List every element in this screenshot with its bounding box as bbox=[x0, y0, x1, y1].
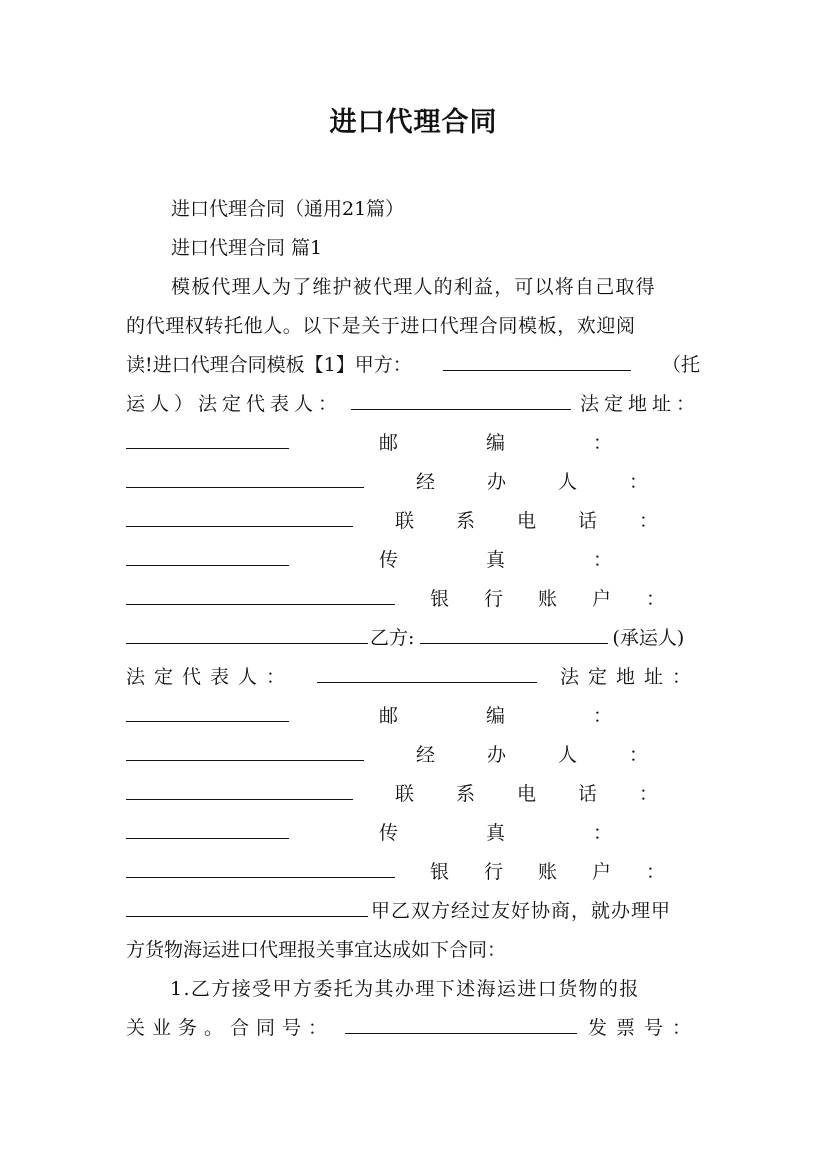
text-line bbox=[126, 970, 700, 1009]
paragraph-text: 的代理权转托他人。以下是关于进口代理合同模板，欢迎阅 bbox=[126, 315, 636, 337]
text-line bbox=[126, 307, 700, 346]
legal-address-label: 法定地址： bbox=[579, 393, 700, 415]
text-line bbox=[126, 853, 700, 892]
text-line bbox=[126, 463, 700, 502]
phone-blank-b bbox=[126, 816, 289, 839]
text-line bbox=[126, 229, 700, 268]
address-blank-b bbox=[126, 699, 289, 722]
text-line bbox=[126, 619, 700, 658]
bank-account-blank bbox=[126, 621, 368, 644]
postcode-blank-b bbox=[126, 738, 364, 761]
document-body bbox=[126, 190, 700, 1048]
text-line bbox=[126, 736, 700, 775]
document-title: 进口代理合同 bbox=[329, 107, 498, 138]
postcode-blank bbox=[126, 465, 364, 488]
party-b-blank bbox=[420, 621, 608, 644]
party-b-label: 乙方: bbox=[370, 627, 415, 649]
invoice-no-label: 发票号： bbox=[587, 1017, 700, 1039]
legal-address-label-b: 法定地址： bbox=[559, 666, 700, 688]
carrier-note: (承运人) bbox=[612, 627, 685, 649]
subtitle-line: 进口代理合同（通用21篇） bbox=[171, 198, 405, 220]
bank-account-label: 银行账户： bbox=[429, 588, 700, 610]
fax-blank-b bbox=[126, 855, 395, 878]
paragraph-text: 甲乙双方经过友好协商，就办理甲 bbox=[371, 900, 672, 922]
section-heading: 进口代理合同 篇1 bbox=[171, 237, 323, 259]
text-line bbox=[126, 424, 700, 463]
party-a-blank bbox=[443, 348, 631, 371]
text-line bbox=[126, 268, 700, 307]
text-line bbox=[126, 892, 700, 931]
text-line bbox=[126, 1009, 700, 1048]
address-blank bbox=[126, 426, 289, 449]
legal-rep-blank-b bbox=[317, 660, 537, 683]
legal-rep-label-b: 法定代表人： bbox=[126, 666, 295, 688]
phone-label-b: 联系电话： bbox=[394, 783, 700, 805]
party-a-label: 读!进口代理合同模板【1】甲方： bbox=[126, 354, 412, 376]
text-line bbox=[126, 658, 700, 697]
fax-label-b: 传真： bbox=[378, 822, 700, 844]
text-line bbox=[126, 502, 700, 541]
text-line bbox=[126, 541, 700, 580]
text-line bbox=[126, 346, 700, 385]
text-line bbox=[126, 580, 700, 619]
postcode-label: 邮编： bbox=[378, 432, 700, 454]
phone-blank bbox=[126, 543, 289, 566]
shipper-note: （托 bbox=[661, 354, 700, 376]
paragraph-text: 模板代理人为了维护被代理人的利益，可以将自己取得 bbox=[171, 276, 656, 298]
handler-blank bbox=[126, 504, 353, 527]
text-line bbox=[126, 190, 700, 229]
text-line bbox=[126, 385, 700, 424]
postcode-label-b: 邮编： bbox=[378, 705, 700, 727]
contract-no-blank bbox=[345, 1011, 577, 1034]
contract-no-label: 关业务。合同号： bbox=[126, 1017, 335, 1039]
legal-rep-blank bbox=[351, 387, 571, 410]
handler-blank-b bbox=[126, 777, 353, 800]
bank-account-label-b: 银行账户： bbox=[429, 861, 700, 883]
text-line bbox=[126, 697, 700, 736]
text-line bbox=[126, 931, 700, 970]
legal-rep-label: 运人）法定代表人： bbox=[126, 393, 343, 415]
fax-blank bbox=[126, 582, 395, 605]
phone-label: 联系电话： bbox=[394, 510, 700, 532]
text-line bbox=[126, 814, 700, 853]
text-line bbox=[126, 775, 700, 814]
fax-label: 传真： bbox=[378, 549, 700, 571]
handler-label-b: 经办人： bbox=[415, 744, 700, 766]
paragraph-text: 方货物海运进口代理报关事宜达成如下合同： bbox=[126, 939, 507, 961]
handler-label: 经办人： bbox=[415, 471, 700, 493]
clause-text: 1.乙方接受甲方委托为其办理下述海运进口货物的报 bbox=[170, 978, 640, 1000]
bank-account-blank-b bbox=[126, 894, 368, 917]
